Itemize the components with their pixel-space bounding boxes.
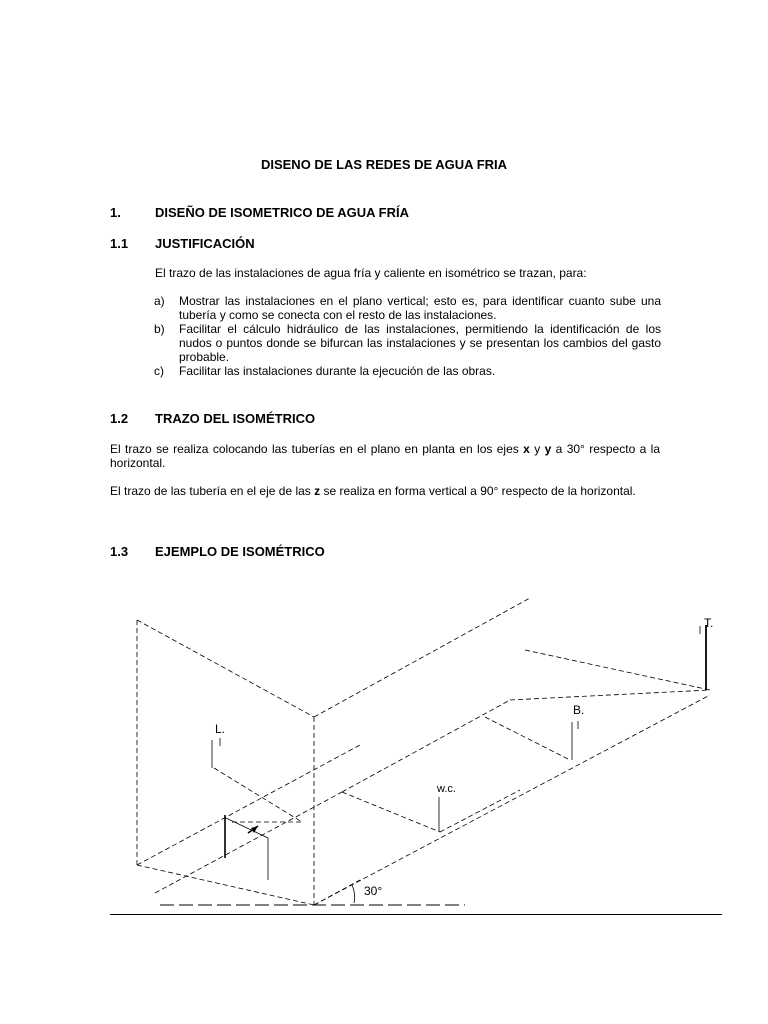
list-item-text: Mostrar las instalaciones en el plano vertical; esto es, para identificar cuanto sube una tubería y como se conecta con el resto de las instalaciones. xyxy=(179,294,661,322)
arrow-head xyxy=(251,826,258,833)
branch-wc xyxy=(440,790,520,832)
outline-edge xyxy=(510,690,710,700)
section-1-1-number: 1.1 xyxy=(110,236,129,251)
branch-wc xyxy=(342,792,440,832)
label-l: L. xyxy=(215,722,226,736)
section-1-3-title: EJEMPLO DE ISOMÉTRICO xyxy=(155,544,325,559)
paragraph-text: se realiza en forma vertical a 90° respecto de la horizontal. xyxy=(320,484,636,498)
outline-edge xyxy=(137,865,314,905)
section-1-2-title: TRAZO DEL ISOMÉTRICO xyxy=(155,411,316,426)
section-1-title: DISEÑO DE ISOMETRICO DE AGUA FRÍA xyxy=(155,205,409,220)
axis-x: x xyxy=(523,442,530,456)
label-wc: w.c. xyxy=(437,783,456,795)
list-item-text: Facilitar las instalaciones durante la ejecución de las obras. xyxy=(179,364,496,378)
paragraph-text: a 30° respecto a la horizontal. xyxy=(110,442,660,470)
section-1-1-title: JUSTIFICACIÓN xyxy=(155,236,255,251)
outline-edge xyxy=(342,700,510,792)
bottom-rule xyxy=(110,914,722,915)
label-t: T. xyxy=(704,616,714,630)
list-item-label: b) xyxy=(154,322,165,336)
risers xyxy=(212,625,706,880)
paragraph-text: El trazo de las tubería en el eje de las xyxy=(110,484,315,498)
outline-edge xyxy=(314,598,530,717)
list-item-label: c) xyxy=(154,364,164,378)
paragraph-text: y xyxy=(529,442,545,456)
outline-edge xyxy=(525,650,710,690)
riser-link xyxy=(226,818,268,838)
document-title: DISENO DE LAS REDES DE AGUA FRIA xyxy=(260,157,508,172)
section-1-3-number: 1.3 xyxy=(110,544,129,559)
paragraph-text: El trazo se realiza colocando las tuberías en el plano en planta en los ejes xyxy=(110,442,524,456)
axis-z: z xyxy=(314,484,321,498)
branch-b xyxy=(485,717,570,760)
section-1-number: 1. xyxy=(110,205,121,220)
justification-intro: El trazo de las instalaciones de agua fría y caliente en isométrico se trazan, para: xyxy=(155,266,587,280)
section-1-2-number: 1.2 xyxy=(110,411,129,426)
label-b: B. xyxy=(573,703,585,717)
axis-y: y xyxy=(544,442,552,456)
branch-l xyxy=(214,768,302,822)
outline-edge xyxy=(137,745,360,865)
outline-edge xyxy=(137,620,314,717)
dashed-outline xyxy=(137,598,710,905)
list-item-label: a) xyxy=(154,294,165,308)
outline-edge xyxy=(314,695,710,905)
label-angle: 30° xyxy=(364,884,383,898)
list-item-text: Facilitar el cálculo hidráulico de las instalaciones, permitiendo la identificación de los nudos o puntos donde se bifurcan las instalaciones y se presentan los cambios del gasto probable. xyxy=(179,322,661,364)
angle-arc xyxy=(352,885,355,903)
